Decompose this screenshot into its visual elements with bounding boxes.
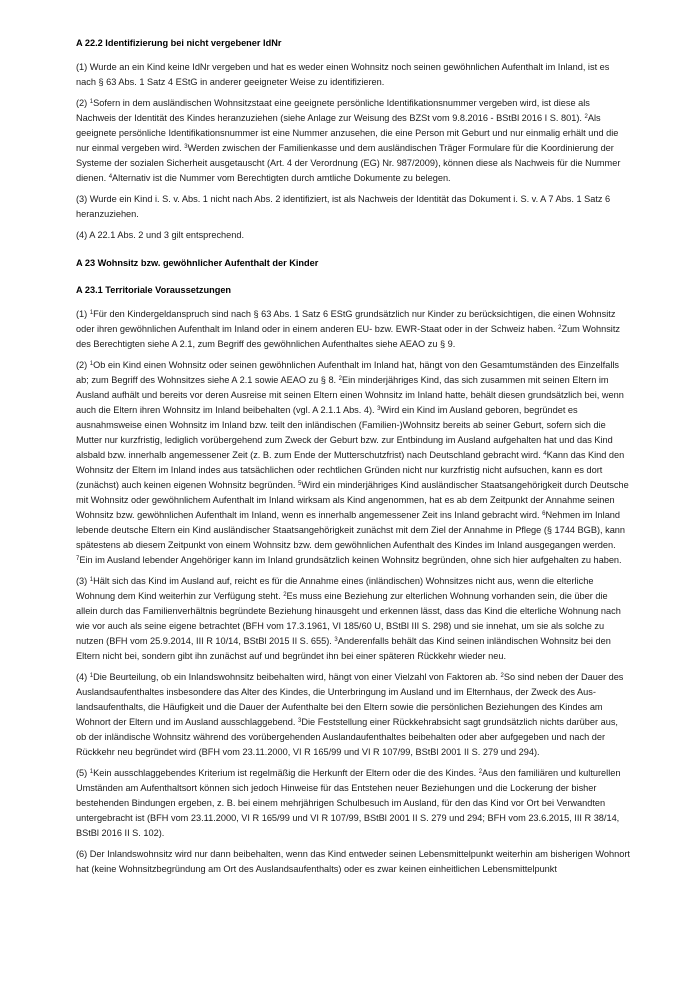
paragraph-text: Sofern in dem ausländischen Wohnsitzstaat eine geeignete persönliche Identifikationsnummer vergeben wird, ist diese als Nachweis der Identität des Kindes heranzuziehen (siehe Anlage zur Weisung des BZSt vom 9.8.2016 - BStBl 2016 I S. 801). bbox=[76, 98, 590, 123]
paragraph-text: (3) Wurde ein Kind i. S. v. Abs. 1 nicht nach Abs. 2 identifiziert, ist als Nachweis der Identität das Dokument i. S. v. A 7 Abs. 1 Satz 6 heranzuziehen. bbox=[76, 194, 611, 219]
sentence-number: 4 bbox=[108, 174, 113, 180]
paragraph bbox=[76, 766, 630, 841]
paragraph bbox=[76, 60, 630, 90]
sentence-number: 3 bbox=[377, 406, 381, 412]
sentence-number: 2 bbox=[338, 376, 343, 382]
paragraph-text: Ein im Ausland lebender Angehöriger kann im Inland grundsätzlich keinen Wohnsitz begründen, ohne sich hier aufgehalten zu haben. bbox=[79, 555, 622, 565]
paragraph bbox=[76, 574, 630, 664]
paragraph-text: (1) bbox=[76, 309, 90, 319]
sentence-number: 4 bbox=[543, 451, 547, 457]
paragraph-text: (3) bbox=[76, 576, 90, 586]
paragraph-text: Ein minderjähriges Kind, das sich zusammen mit seinen Eltern im Ausland aufhält und bereits vor deren Ausreise mit seinen Eltern einen Wohnsitz im Inland hatte, behält diesen grundsätzlich bei, wenn auch die Eltern ihren Wohnsitz im Inland beibehalten (vgl. A 2.1.1 Abs. 4). bbox=[76, 375, 624, 415]
sentence-number: 1 bbox=[89, 577, 94, 583]
paragraph-text: Aus den familiären und kulturellen Umständen am Aufenthaltsort können sich jedoch Hinweise für das Entstehen neuer Beziehungen und die Lockerung der bisher bestehenden Bindungen ergeben, z. B. bei einem mehrjährigen Schulbesuch im Ausland, für den das Kind vor Ort bei Verwandten untergebracht ist (BFH vom 23.11.2000, VI R 165/99 und VI R 107/99, BStBl 2001 II S. 279 und 294; BFH vom 23.6.2015, III R 38/14, BStBl 2016 II S. 102). bbox=[76, 768, 621, 838]
paragraph-text: Nehmen im Inland lebende deutsche Eltern ein Kind ausländischer Staatsangehörigkeit zunächst mit dem Ziel der Annahme in Pflege (§ 1744 BGB), kann spätestens ab diesem Zeitpunkt von einem Wohnsitz bzw. dem gewöhnlichen Aufenthalt des Kindes im Inland ausgegangen werden. bbox=[76, 510, 626, 550]
paragraph-text: Zum Wohnsitz des Berechtigten siehe A 2.1, zum Begriff des gewöhnlichen Aufenthaltes siehe AEAO zu § 9. bbox=[76, 324, 620, 349]
paragraph-text: (2) bbox=[76, 360, 90, 370]
sentence-number: 3 bbox=[334, 637, 338, 643]
sentence-number: 2 bbox=[558, 325, 562, 331]
paragraph bbox=[76, 670, 630, 760]
paragraph-text: Es muss eine Beziehung zur elterlichen Wohnung vorhanden sein, die über die allein durch das Familienverhältnis begründete Beziehung hinausgeht und erkennen lässt, dass das Kind die elterliche Wohnung nach wie vor auch als seine eigene betrachtet (BFH vom 17.3.1961, VI 185/60 U, BStBl III S. 298) und sie innehat, um sie als solche zu nutzen (BFH vom 25.9.2014, III R 10/14, BStBl 2015 II S. 655). bbox=[76, 591, 621, 646]
paragraph-text: Werden zwischen der Familienkasse und dem ausländischen Träger Formulare für die Koordinierung der Systeme der sozialen Sicherheit ausgetauscht (Art. 4 der Verordnung (EG) Nr. 987/2009), können diese als Nachweis für die Nummer dienen. bbox=[76, 143, 621, 183]
sentence-number: 5 bbox=[298, 481, 302, 487]
sentence-number: 1 bbox=[89, 769, 94, 775]
paragraph-text: Wird ein minderjähriges Kind ausländischer Staatsangehörigkeit durch Deutsche mit Wohnsitz oder gewöhnlichem Aufenthalt im Inland wirksam als Kind angenommen, hat es ab dem Zeitpunkt der Annahme seinen Wohnsitz bzw. gewöhnlichen Aufenthalt im Inland, wenn es innerhalb angemessener Zeit ins Inland gebracht wird. bbox=[76, 480, 629, 520]
paragraph bbox=[76, 358, 630, 568]
paragraph bbox=[76, 192, 630, 222]
sentence-number: 1 bbox=[89, 99, 94, 105]
paragraph-text: Alternativ ist die Nummer vom Berechtigten durch amtliche Dokumente zu belegen. bbox=[112, 173, 451, 183]
paragraph-text: (6) Der Inlandswohnsitz wird nur dann beibehalten, wenn das Kind entweder seinen Lebensmittelpunkt weiterhin am bisherigen Wohnort hat (keine Wohnsitzbegründung am Ort des Auslandsaufenthalts) oder es zwar keinen einheitlichen Lebensmittelpunkt bbox=[76, 849, 630, 874]
sentence-number: 1 bbox=[89, 673, 94, 679]
paragraph-text: Kann das Kind den Wohnsitz der Eltern im Inland indes aus tatsächlichen oder rechtlichen Gründen nicht nur kurzfristig nicht aufsuchen, kann es dort (zunächst) auch keinen eigenen Wohnsitz begründen. bbox=[76, 450, 625, 490]
paragraph-text: Ob ein Kind einen Wohnsitz oder seinen gewöhnlichen Aufenthalt im Inland hat, hängt von den Gesamtumständen des Einzelfalls ab; zum Begriff des Wohnsitzes siehe A 2.1 sowie AEAO zu § 8. bbox=[76, 360, 620, 385]
sentence-number: 6 bbox=[542, 511, 546, 517]
paragraph-text: Für den Kindergeldanspruch sind nach § 63 Abs. 1 Satz 6 EStG grundsätzlich nur Kinder zu berücksichtigen, die einen Wohnsitz oder ihren gewöhnlichen Aufenthalt im Inland oder in einem anderen EU- bzw. EWR-Staat oder in der Schweiz haben. bbox=[76, 309, 616, 334]
paragraph-text: Kein ausschlaggebendes Kriterium ist regelmäßig die Herkunft der Eltern oder die des Kindes. bbox=[93, 768, 479, 778]
paragraph-text: Hält sich das Kind im Ausland auf, reicht es für die Annahme eines (inländischen) Wohnsitzes nicht aus, wenn die elterliche Wohnung dem Kind weiterhin zur Verfügung steht. bbox=[76, 576, 594, 601]
paragraph-text: (2) bbox=[76, 98, 90, 108]
sentence-number: 1 bbox=[89, 310, 94, 316]
paragraph-text: (4) A 22.1 Abs. 2 und 3 gilt entsprechend. bbox=[76, 230, 245, 240]
paragraph-text: Als geeignete persönliche Identifikationsnummer ist eine Nummer anzusehen, die eine Person mit Geburt und nur einmalig erhält und die nur einmal vergeben wird. bbox=[76, 113, 619, 153]
paragraph-text: Wird ein Kind im Ausland geboren, begründet es ausnahmsweise einen Wohnsitz im Inland bzw. teilt den inländischen (Familien-)Wohnsitz bereits ab seiner Geburt, sofern sich die Mutter nur kurzfristig, lediglich vorübergehend zum Zweck der Geburt bzw. zur Entbindung im Ausland aufgehalten hat und das Kind alsbald bzw. innerhalb angemessener Zeit (z. B. zum Ende der Mutterschutzfrist) nach Deutschland gebracht wird. bbox=[76, 405, 613, 460]
sentence-number: 2 bbox=[478, 769, 483, 775]
sentence-number: 2 bbox=[584, 114, 588, 120]
section-heading: A 23.1 Territoriale Voraussetzungen bbox=[76, 285, 232, 295]
paragraph-text: (5) bbox=[76, 768, 90, 778]
section-heading: A 22.2 Identifizierung bei nicht vergebener IdNr bbox=[76, 38, 282, 48]
sentence-number: 7 bbox=[76, 556, 80, 562]
sentence-number: 2 bbox=[283, 592, 287, 598]
paragraph bbox=[76, 228, 630, 243]
section-heading: A 23 Wohnsitz bzw. gewöhnlicher Aufenthalt der Kinder bbox=[76, 258, 319, 268]
paragraph-text: So sind neben der Dauer des Auslandsaufenthaltes insbesondere das Alter des Kindes, die Unterbringung im Ausland und im Elternhaus, der Zweck des Auslandsaufenthalts, die Häufigkeit und die Dauer der Aufenthalte bei den Eltern sowie die persönlichen Beziehungen des Kindes am Wohnort der Eltern und im Ausland ausschlaggebend. bbox=[76, 672, 624, 727]
paragraph bbox=[76, 96, 630, 186]
paragraph-text: (4) bbox=[76, 672, 90, 682]
sentence-number: 1 bbox=[89, 361, 94, 367]
document-page bbox=[76, 37, 630, 883]
paragraph-text: Anderenfalls behält das Kind seinen inländischen Wohnsitz bei den Eltern nicht bei, sondern gibt ihn zunächst auf und begründet ihn bei einer späteren Rückkehr wieder neu. bbox=[76, 636, 611, 661]
paragraph bbox=[76, 307, 630, 352]
paragraph-text: Die Feststellung einer Rückkehrabsicht sagt grundsätzlich nichts darüber aus, ob der inländische Wohnsitz während des vorübergehenden Auslandaufenthaltes beibehalten oder aber aufgegeben und nach der Rückkehr neu begründet wird (BFH vom 23.11.2000, VI R 165/99 und VI R 107/99, BStBl 2001 II S. 279 und 294). bbox=[76, 717, 618, 757]
paragraph-text: (1) Wurde an ein Kind keine IdNr vergeben und hat es weder einen Wohnsitz noch seinen gewöhnlichen Aufenthalt im Inland, ist es nach § 63 Abs. 1 Satz 4 EStG in anderer geeigneter Weise zu identifizieren. bbox=[76, 62, 610, 87]
paragraph bbox=[76, 847, 630, 877]
sentence-number: 3 bbox=[298, 718, 302, 724]
sentence-number: 2 bbox=[500, 673, 504, 679]
paragraph-text: Die Beurteilung, ob ein Inlandswohnsitz beibehalten wird, hängt von einer Vielzahl von Faktoren ab. bbox=[93, 672, 501, 682]
sentence-number: 3 bbox=[184, 144, 188, 150]
